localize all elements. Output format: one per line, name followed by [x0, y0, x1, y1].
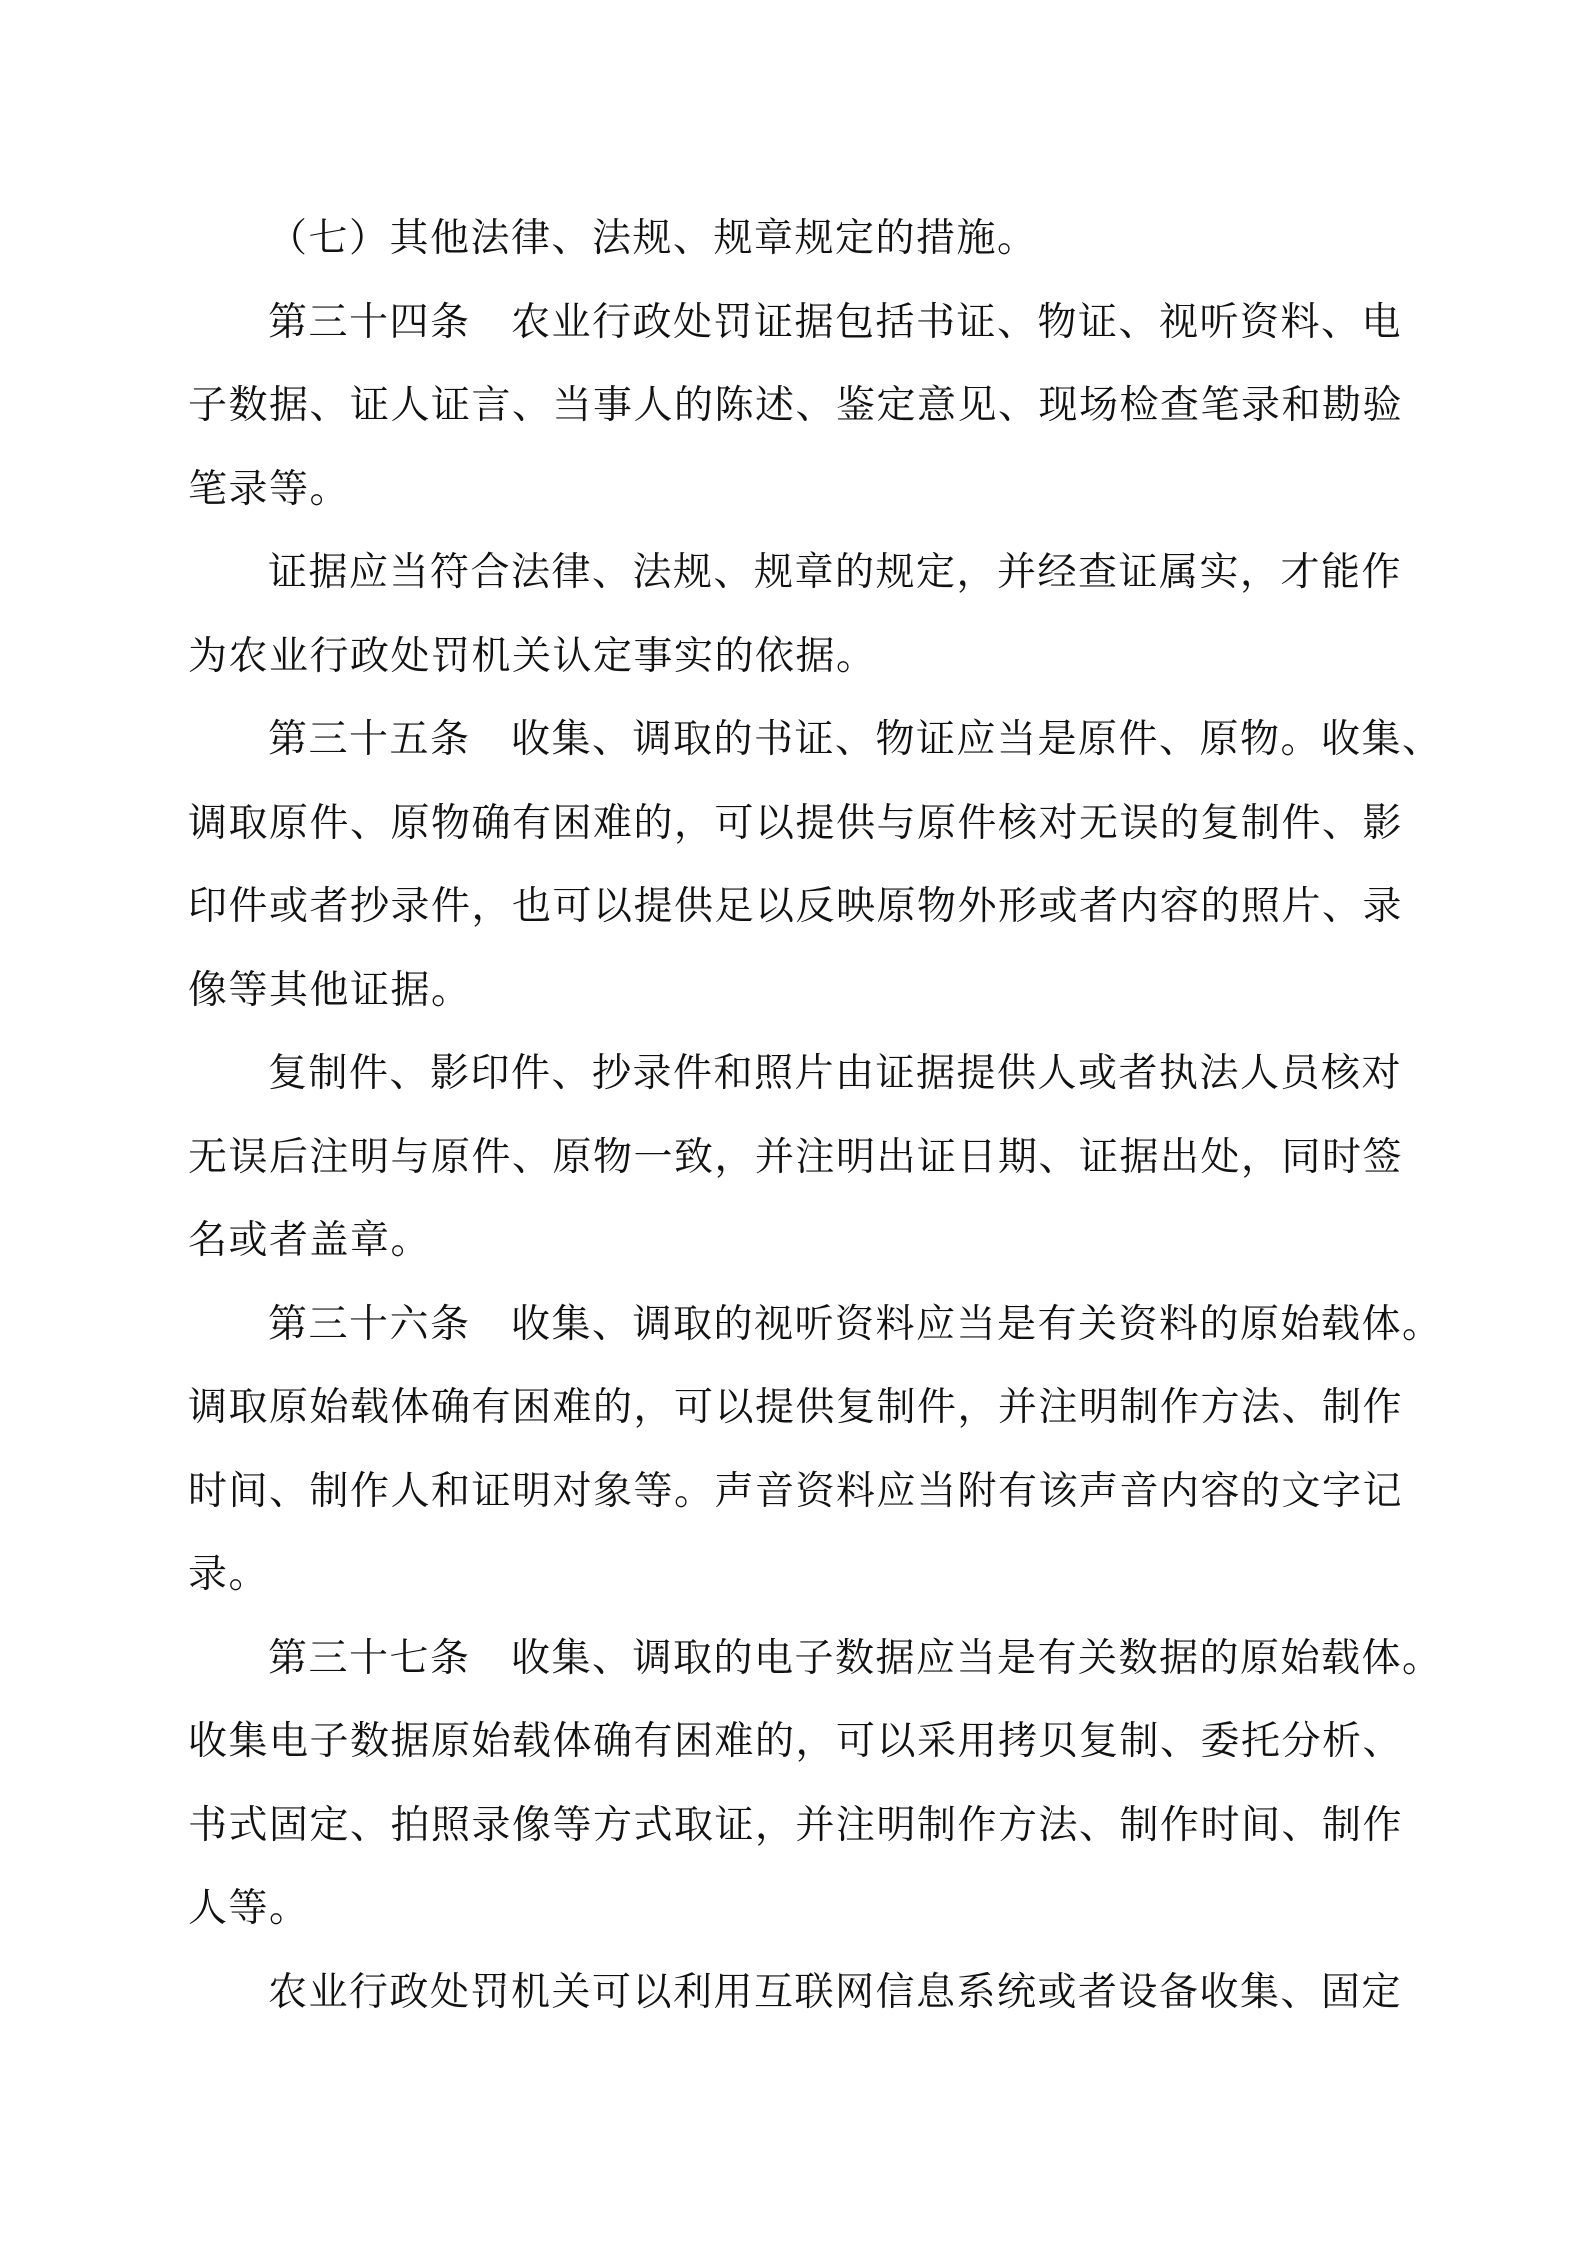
text-line-8: 调取原件、原物确有困难的，可以提供与原件核对无误的复制件、影: [188, 800, 1404, 846]
text-line-7: 第三十五条 收集、调取的书证、物证应当是原件、原物。收集、: [268, 717, 1443, 762]
text-line-2: 第三十四条 农业行政处罚证据包括书证、物证、视听资料、电: [268, 299, 1403, 345]
text-line-22: 农业行政处罚机关可以利用互联网信息系统或者设备收集、固定: [268, 1969, 1403, 2015]
text-line-5: 证据应当符合法律、法规、规章的规定，并经查证属实，才能作: [268, 550, 1403, 595]
text-line-20: 书式固定、拍照录像等方式取证，并注明制作方法、制作时间、制作: [188, 1802, 1404, 1848]
text-line-9: 印件或者抄录件，也可以提供足以反映原物外形或者内容的照片、录: [188, 884, 1404, 929]
text-line-17: 录。: [188, 1552, 270, 1597]
text-line-16: 时间、制作人和证明对象等。声音资料应当附有该声音内容的文字记: [188, 1468, 1404, 1514]
text-line-21: 人等。: [188, 1886, 310, 1931]
text-line-15: 调取原始载体确有困难的，可以提供复制件，并注明制作方法、制作: [188, 1385, 1404, 1430]
text-line-13: 名或者盖章。: [188, 1218, 432, 1263]
text-line-12: 无误后注明与原件、原物一致，并注明出证日期、证据出处，同时签: [188, 1134, 1404, 1180]
text-line-11: 复制件、影印件、抄录件和照片由证据提供人或者执法人员核对: [268, 1051, 1403, 1096]
text-line-1: （七）其他法律、法规、规章规定的措施。: [268, 216, 1038, 261]
text-line-14: 第三十六条 收集、调取的视听资料应当是有关资料的原始载体。: [268, 1301, 1443, 1347]
text-line-3: 子数据、证人证言、当事人的陈述、鉴定意见、现场检查笔录和勘验: [188, 383, 1404, 428]
text-line-19: 收集电子数据原始载体确有困难的，可以采用拷贝复制、委托分析、: [188, 1719, 1404, 1764]
text-line-6: 为农业行政处罚机关认定事实的依据。: [188, 633, 877, 679]
text-line-10: 像等其他证据。: [188, 967, 472, 1013]
document-body: [188, 197, 1443, 2034]
text-line-4: 笔录等。: [188, 466, 351, 512]
text-line-18: 第三十七条 收集、调取的电子数据应当是有关数据的原始载体。: [268, 1635, 1443, 1681]
